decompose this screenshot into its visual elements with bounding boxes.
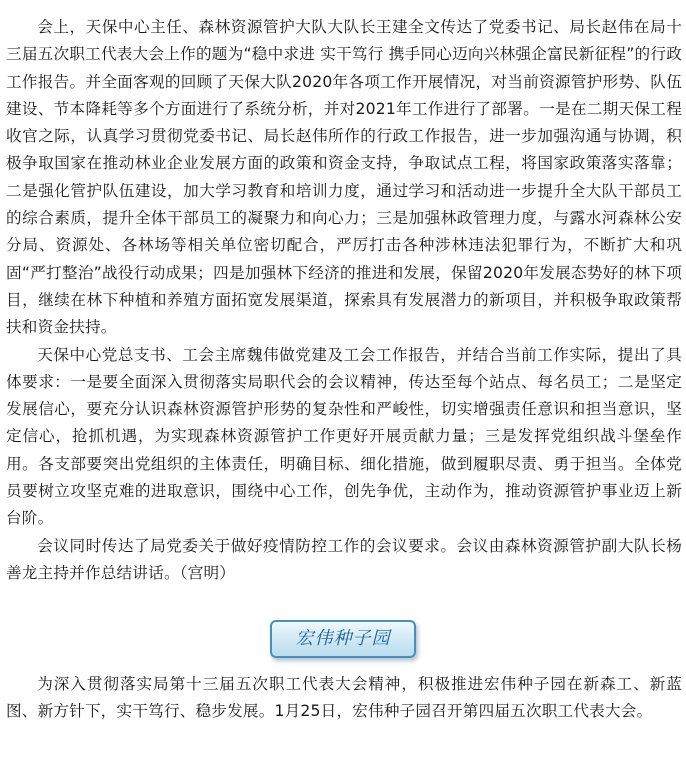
section-paragraph-1: 为深入贯彻落实局第十三届五次职工代表大会精神，积极推进宏伟种子园在新森工、新蓝图、新方针下，实干笃行、稳步发展。1月25日，宏伟种子园召开第四届五次职工代表大会。 <box>6 675 682 721</box>
section-article-body <box>6 671 682 726</box>
article-paragraph-2: 天保中心党总支书、工会主席魏伟做党建及工会工作报告，并结合当前工作实际，提出了具体要求：一是要全面深入贯彻落实局职代会的会议精神，传达至每个站点、每名员工；二是坚定发展信心，要充分认识森林资源管护形势的复杂性和严峻性，切实增强责任意识和担当意识，坚定信心，抢抓机遇，为实现森林资源管护工作更好开展贡献力量；三是发挥党组织战斗堡垒作用。各支部要突出党组织的主体责任，明确目标、细化措施，做到履职尽责、勇于担当。全体党员要树立攻坚克难的进取意识，围绕中心工作，创先争优，主动作为，推动资源管护事业迈上新台阶。 <box>6 345 682 528</box>
news-article-body <box>6 14 682 587</box>
section-title: 宏伟种子园 <box>295 628 391 649</box>
article-paragraph-3: 会议同时传达了局党委关于做好疫情防控工作的会议要求。会议由森林资源管护副大队长杨善龙主持并作总结讲话。（宫明） <box>6 536 682 582</box>
section-heading-badge <box>270 620 416 658</box>
article-paragraph-1: 会上，天保中心主任、森林资源管护大队大队长王建全文传达了党委书记、局长赵伟在局十三届五次职工代表大会上作的题为“稳中求进 实干笃行 携手同心迈向兴林强企富民新征程”的行政工作报告。并全面客观的回顾了天保大队2020年各项工作开展情况，对当前资源管护形势、队伍建设、节本降耗等多个方面进行了系统分析，并对2021年工作进行了部署。一是在二期天保工程收官之际，认真学习贯彻党委书记、局长赵伟所作的行政工作报告，进一步加强沟通与协调，积极争取国家在推动林业企业发展方面的政策和资金支持，争取试点工程，将国家政策落实落靠；二是强化管护队伍建设，加大学习教育和培训力度，通过学习和活动进一步提升全大队干部员工的综合素质，提升全体干部员工的凝聚力和向心力；三是加强林政管理力度，与露水河森林公安分局、资源处、各林场等相关单位密切配合，严厉打击各种涉林违法犯罪行为，不断扩大和巩固“严打整治”战役行动成果；四是加强林下经济的推进和发展，保留2020年发展态势好的林下项目，继续在林下种植和养殖方面拓宽发展渠道，探索具有发展潜力的新项目，并积极争取政策帮扶和资金扶持。 <box>6 18 682 337</box>
